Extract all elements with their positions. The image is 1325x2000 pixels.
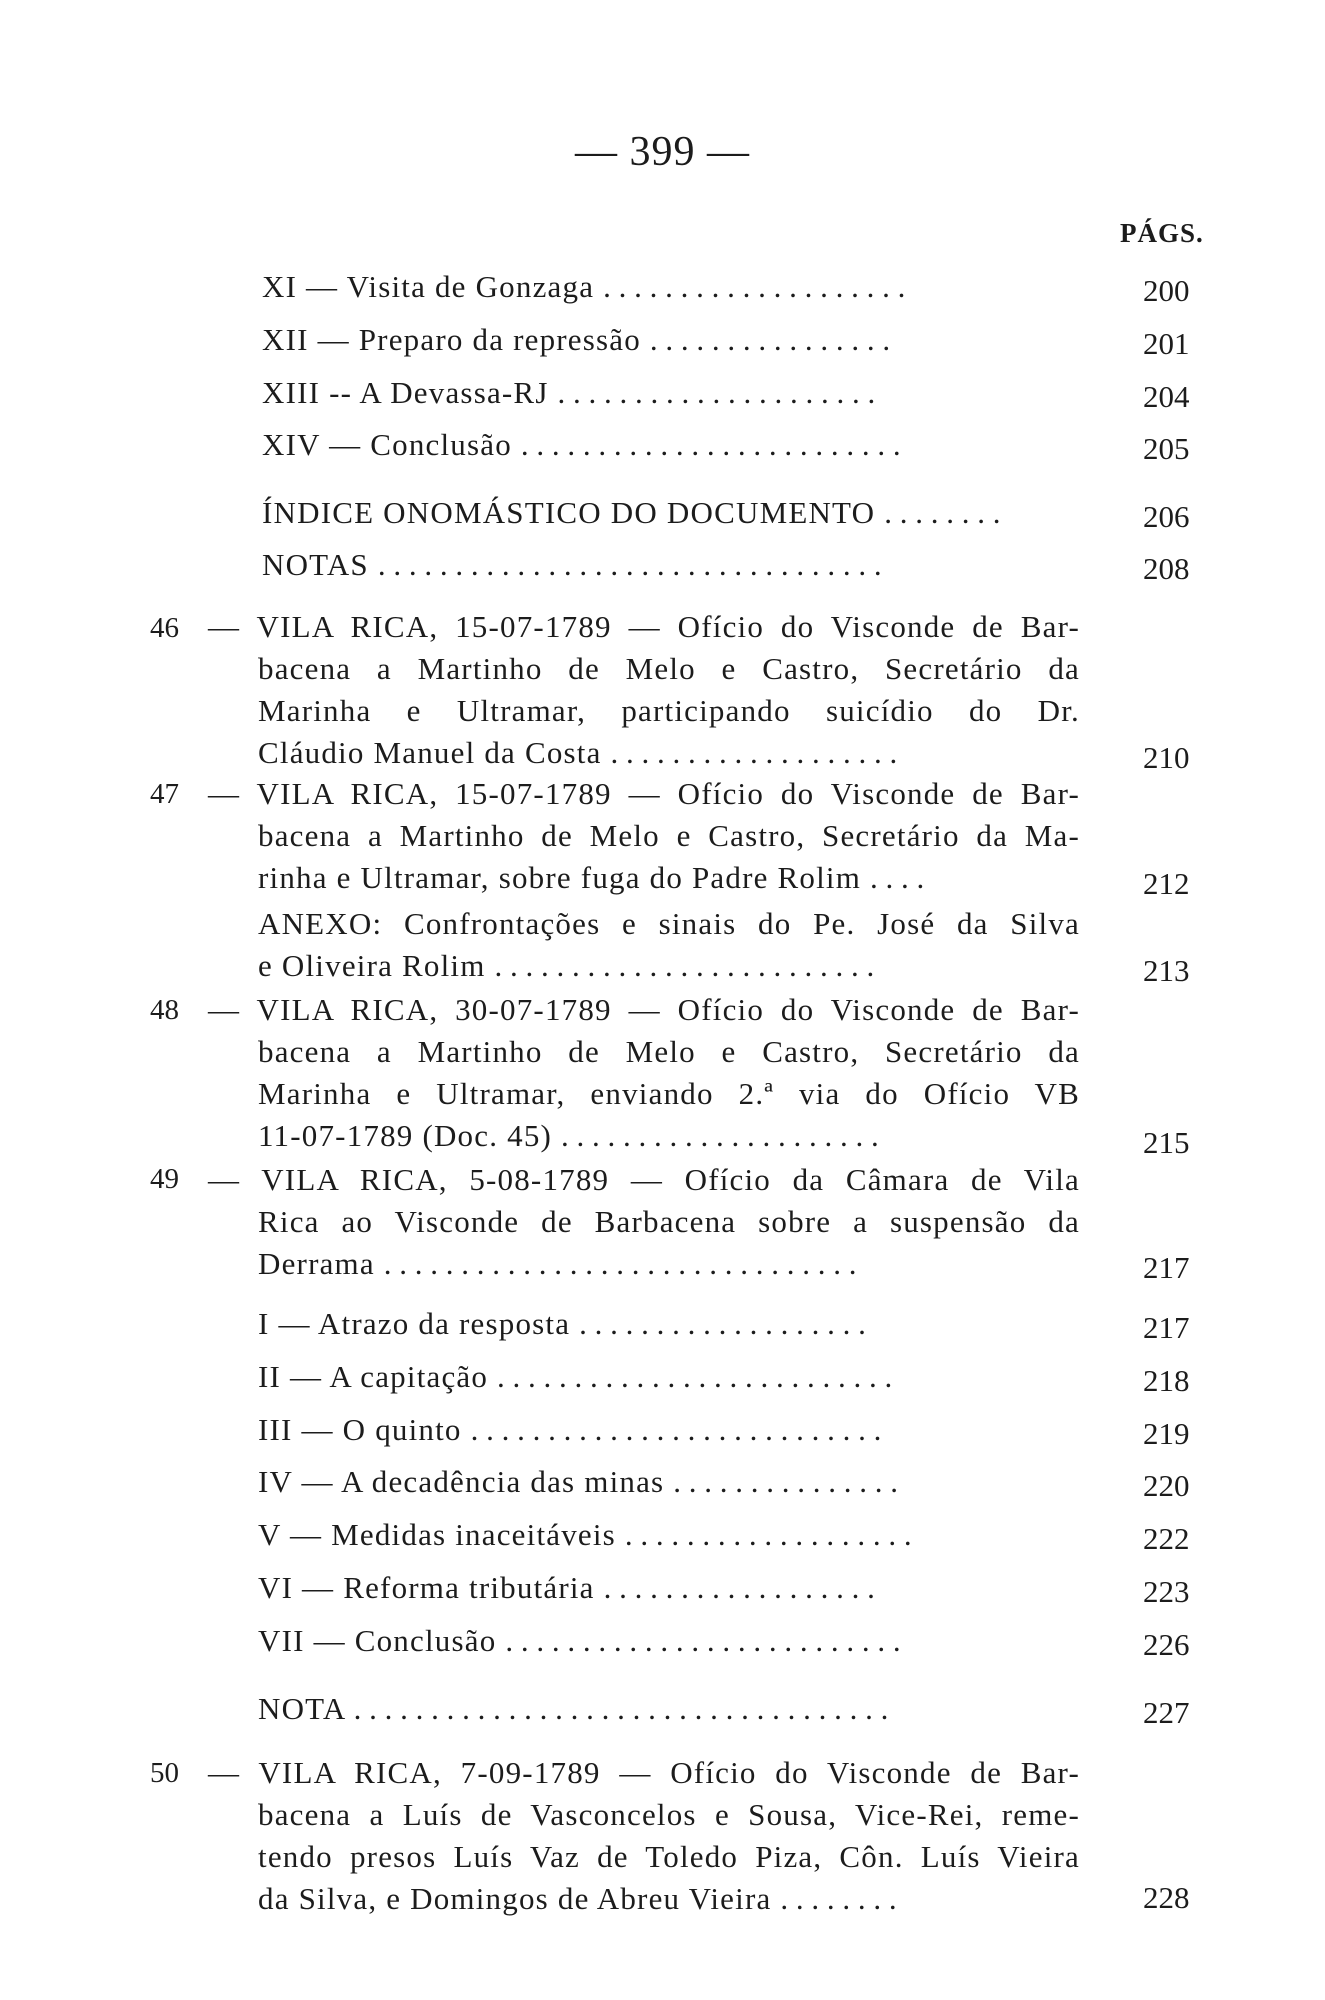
toc-page-number: 208 xyxy=(1143,551,1190,586)
dot-leader: . . . . . . . . xyxy=(884,495,1001,530)
toc-entry-iv xyxy=(258,1461,898,1503)
toc-entry-i xyxy=(258,1303,866,1345)
toc-page-number: 215 xyxy=(1143,1125,1190,1160)
dot-leader: . . . . . . . . . . . . . . . . . . xyxy=(603,1570,875,1605)
toc-page-number: 217 xyxy=(1143,1310,1190,1345)
toc-entry-title: XII — Preparo da repressão xyxy=(262,322,641,357)
toc-entry-notas xyxy=(262,544,882,586)
toc-page-number: 217 xyxy=(1143,1250,1190,1285)
entry-line: e Oliveira Rolim xyxy=(258,948,486,983)
toc-page-number: 210 xyxy=(1143,740,1190,775)
toc-entry-title: III — O quinto xyxy=(258,1412,462,1447)
toc-entry-title: IV — A decadência das minas xyxy=(258,1464,665,1499)
entry-line: ANEXO: Confrontações e sinais do Pe. José da Silva xyxy=(258,906,1080,941)
toc-page-number: 220 xyxy=(1143,1468,1190,1503)
toc-page-number: 228 xyxy=(1143,1880,1190,1915)
toc-entry-doc49 xyxy=(208,1159,1080,1285)
dot-leader: . . . . . . . . . . . . . . . . . . . xyxy=(624,1517,912,1552)
document-number: 49 xyxy=(150,1163,179,1195)
dot-leader: . . . . . . . . . . . . . . . . . . . . . xyxy=(561,1118,879,1153)
dot-leader: . . . . . . . . . . . . . . . . . . . . . . . . . . . . . . . . . xyxy=(377,547,882,582)
toc-entry-title: XIII -- A Devassa-RJ xyxy=(262,375,549,410)
toc-entry-vi xyxy=(258,1567,875,1609)
toc-page-number: 219 xyxy=(1143,1416,1190,1451)
toc-entry-doc46 xyxy=(208,606,1080,774)
document-number: 47 xyxy=(150,778,179,810)
toc-page-number: 212 xyxy=(1143,866,1190,901)
dot-leader: . . . . . . . . . . . . . . . . . . . . . . . . . xyxy=(494,948,875,983)
page-number: — 399 — xyxy=(575,129,750,175)
toc-entry-title: XIV — Conclusão xyxy=(262,427,512,462)
toc-entry-title: VI — Reforma tributária xyxy=(258,1570,595,1605)
entry-line: Derrama xyxy=(258,1246,375,1281)
toc-entry-anexo xyxy=(258,903,1080,987)
dot-leader: . . . . . . . . . . . . . . . . . . . . . xyxy=(557,375,876,410)
entry-line: tendo presos Luís Vaz de Toledo Piza, Côn. Luís Vieira xyxy=(258,1839,1080,1874)
toc-page-number: 206 xyxy=(1143,499,1190,534)
entry-line: Marinha e Ultramar, participando suicídio do Dr. xyxy=(258,693,1080,728)
entry-line: — VILA RICA, 30-07-1789 — Ofício do Visconde de Bar- xyxy=(208,992,1080,1027)
entry-line: Rica ao Visconde de Barbacena sobre a suspensão da xyxy=(258,1204,1080,1239)
toc-entry-xiii xyxy=(262,372,875,414)
entry-line: bacena a Martinho de Melo e Castro, Secretário da xyxy=(258,1034,1080,1069)
toc-entry-v xyxy=(258,1514,912,1556)
toc-page-number: 201 xyxy=(1143,326,1190,361)
entry-line: bacena a Martinho de Melo e Castro, Secretário da xyxy=(258,651,1080,686)
entry-line: — VILA RICA, 7-09-1789 — Ofício do Visconde de Bar- xyxy=(208,1755,1080,1790)
toc-page-number: 227 xyxy=(1143,1695,1190,1730)
dot-leader: . . . . . . . . . . . . . . . . xyxy=(649,322,891,357)
entry-line: rinha e Ultramar, sobre fuga do Padre Rolim xyxy=(258,860,862,895)
toc-entry-xii xyxy=(262,319,890,361)
toc-entry-iii xyxy=(258,1409,881,1451)
toc-entry-xiv xyxy=(262,424,901,466)
toc-entry-title: VII — Conclusão xyxy=(258,1623,497,1658)
toc-page-number: 204 xyxy=(1143,379,1190,414)
dot-leader: . . . . . . . . xyxy=(780,1881,897,1916)
toc-entry-doc48 xyxy=(208,989,1080,1157)
entry-line: da Silva, e Domingos de Abreu Vieira xyxy=(258,1881,772,1916)
toc-page-number: 200 xyxy=(1143,273,1190,308)
document-number: 50 xyxy=(150,1757,179,1789)
dot-leader: . . . . . . . . . . . . . . . . . . . . . . . . . . xyxy=(505,1623,901,1658)
dot-leader: . . . . . . . . . . . . . . . . . . . . . . . . . . . . . . . xyxy=(383,1246,857,1281)
entry-line: bacena a Martinho de Melo e Castro, Secretário da Ma- xyxy=(258,818,1080,853)
dot-leader: . . . . . . . . . . . . . . . . . . . . . . . . . xyxy=(520,427,901,462)
toc-entry-title: NOTA xyxy=(258,1691,345,1726)
toc-entry-xi xyxy=(262,266,1082,308)
dot-leader: . . . . . . . . . . . . . . . . . . . . . . . . . . xyxy=(497,1359,893,1394)
toc-entry-title: NOTAS xyxy=(262,547,369,582)
entry-line: 11-07-1789 (Doc. 45) xyxy=(258,1118,553,1153)
toc-entry-doc47 xyxy=(208,773,1080,899)
toc-page-number: 226 xyxy=(1143,1627,1190,1662)
toc-entry-title: V — Medidas inaceitáveis xyxy=(258,1517,616,1552)
document-number: 48 xyxy=(150,994,179,1026)
toc-entry-ii xyxy=(258,1356,892,1398)
toc-entry-title: II — A capitação xyxy=(258,1359,489,1394)
toc-entry-nota xyxy=(258,1688,888,1730)
document-number: 46 xyxy=(150,612,179,644)
toc-page-number: 218 xyxy=(1143,1363,1190,1398)
toc-page-number: 213 xyxy=(1143,953,1190,988)
toc-page-number: 222 xyxy=(1143,1521,1190,1556)
dot-leader: . . . . . . . . . . . . . . . . . . . xyxy=(610,735,898,770)
dot-leader: . . . . . . . . . . . . . . . . . . . . . . . . . . . . . . . . . . . xyxy=(353,1691,889,1726)
entry-line: — VILA RICA, 15-07-1789 — Ofício do Visconde de Bar- xyxy=(208,776,1080,811)
toc-page-number: 223 xyxy=(1143,1574,1190,1609)
pages-column-header: PÁGS. xyxy=(1120,218,1204,248)
entry-line: bacena a Luís de Vasconcelos e Sousa, Vice-Rei, reme- xyxy=(258,1797,1080,1832)
toc-entry-title: ÍNDICE ONOMÁSTICO DO DOCUMENTO xyxy=(262,495,876,530)
toc-entry-vii xyxy=(258,1620,901,1662)
toc-entry-title: I — Atrazo da resposta xyxy=(258,1306,571,1341)
dot-leader: . . . . . . . . . . . . . . . xyxy=(673,1464,899,1499)
entry-line: — VILA RICA, 15-07-1789 — Ofício do Visconde de Bar- xyxy=(208,609,1080,644)
entry-line: Cláudio Manuel da Costa xyxy=(258,735,602,770)
toc-page-number: 205 xyxy=(1143,431,1190,466)
dot-leader: . . . . . . . . . . . . . . . . . . . . . . . . . . . xyxy=(470,1412,882,1447)
dot-leader: . . . . xyxy=(869,860,925,895)
dot-leader: . . . . . . . . . . . . . . . . . . . xyxy=(579,1306,866,1341)
toc-entry-indice xyxy=(262,492,1000,534)
entry-line: — VILA RICA, 5-08-1789 — Ofício da Câmara de Vila xyxy=(208,1162,1080,1197)
toc-entry-title: XI — Visita de Gonzaga xyxy=(262,269,595,304)
entry-line: Marinha e Ultramar, enviando 2.ª via do Ofício VB xyxy=(258,1076,1080,1111)
dot-leader: . . . . . . . . . . . . . . . . . . . . xyxy=(603,269,906,304)
toc-entry-doc50 xyxy=(208,1752,1080,1920)
